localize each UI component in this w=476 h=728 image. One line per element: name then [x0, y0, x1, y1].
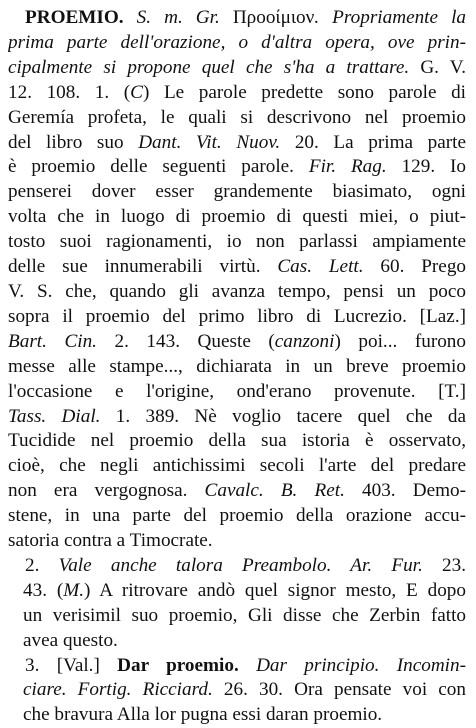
italic-text: ciare. Fortig. Ricciard. [23, 679, 213, 701]
text-run: 2. [25, 554, 59, 576]
italic-text: cipalmente si propone quel che s'ha a trattare. [8, 56, 421, 78]
italic-text: prima parte dell'orazione, o d'altra opera, ove prin- [8, 31, 466, 53]
text-run: 403. Demo- [344, 480, 466, 502]
italic-text: Tass. Dial. [8, 405, 101, 427]
text-run: ) A ritrovare andò quel signor mesto, E dopo [84, 579, 466, 601]
entry-text-line [8, 678, 466, 703]
entry-text-line [8, 180, 466, 205]
entry-text-line [8, 629, 466, 654]
text-run: Tucidide nel proemio della sua istoria è osservato, [8, 430, 466, 452]
entry-text-line [8, 529, 466, 554]
text-run: ) poi... furono [334, 330, 466, 352]
text-run [124, 7, 137, 28]
entry-text-line [8, 305, 466, 330]
text-run [239, 655, 256, 676]
text-run: 2. 143. Queste ( [96, 330, 275, 352]
entry-text-line [8, 579, 466, 604]
headword: PROEMIO. [25, 7, 124, 28]
entry-text-line [8, 479, 466, 504]
text-run: 20. La prima parte [280, 131, 466, 153]
italic-text: Dar principio. Incomin- [256, 654, 466, 676]
entry-text-line [8, 155, 466, 180]
text-run: V. S. che, quando gli avanza tempo, pensi un poco [8, 280, 466, 302]
text-run: cioè, che negli antichissimi secoli l'arte del predare [8, 455, 466, 477]
entry-text-line [8, 703, 466, 728]
text-run: Προοίμιον [232, 7, 315, 28]
italic-text: Dant. Vit. Nuov. [138, 131, 281, 153]
text-run: 12. 108. 1. ( [8, 81, 131, 103]
entry-text-line [8, 6, 466, 31]
italic-text: Vale anche talora Preambolo. Ar. Fur. [58, 554, 423, 576]
text-run: tosto suoi ragionamenti, io non parlassi ampiamente [8, 231, 466, 253]
entry-text-line [8, 280, 466, 305]
entry-text-line [8, 255, 466, 280]
italic-text: M. [63, 579, 85, 601]
bold-text: Dar proemio. [117, 654, 239, 676]
entry-text-line [8, 454, 466, 479]
italic-text: Fir. Rag. [308, 156, 387, 178]
text-run: 26. 30. Ora pensate voi con [212, 679, 466, 701]
entry-text-line [8, 205, 466, 230]
entry-text-line [8, 31, 466, 56]
text-run: 60. Prego [363, 256, 466, 278]
text-run: sopra il proemio del primo libro di Lucrezio. [Laz.] [8, 305, 466, 327]
entry-text-line [8, 604, 466, 629]
text-run: 129. Io [386, 156, 466, 178]
text-run: penserei dover esser grandemente biasimato, ogni [8, 181, 466, 203]
italic-text: C [130, 81, 143, 103]
text-run: ) Le parole predette sono parole di [142, 81, 466, 103]
text-run: stene, in una parte del proemio della orazione accu- [8, 505, 466, 527]
text-run: Geremía profeta, le quali si descrivono nel proemio [8, 106, 466, 128]
entry-text-line [8, 355, 466, 380]
text-run: 23. [422, 554, 466, 576]
text-run: 3. [Val.] [25, 654, 118, 676]
text-run: volta che in luogo di proemio di questi miei, o piut- [8, 206, 466, 228]
entry-text-line [8, 230, 466, 255]
entry-text-line [8, 429, 466, 454]
text-run: messe alle stampe..., dichiarata in un breve proemio [8, 355, 466, 377]
text-run: l'occasione e l'origine, ond'erano provenute. [T.] [8, 380, 466, 402]
text-run: non era vergognosa. [8, 480, 205, 502]
text-run: 43. ( [23, 579, 64, 601]
italic-text: S. m. Gr. [136, 7, 233, 28]
text-run: delle sue innumerabili virtù. [8, 256, 278, 278]
text-run: avea questo. [23, 629, 118, 651]
text-run: un verisimil suo proemio, Gli disse che Zerbin fatto [23, 604, 466, 626]
text-run: che bravura Alla lor pugna essi daran proemio. [23, 704, 383, 726]
entry-text-line [8, 330, 466, 355]
italic-text: Cavalc. B. Ret. [204, 480, 345, 502]
entry-text-line [8, 380, 466, 405]
italic-text: canzoni [274, 330, 335, 352]
text-run: del libro suo [8, 131, 139, 153]
dictionary-entry-proemio [8, 6, 466, 728]
text-run: satoria contra a Timocrate. [8, 530, 213, 552]
text-run: è proemio delle seguenti parole. [8, 156, 309, 178]
entry-text-line [8, 654, 466, 679]
italic-text: Bart. Cin. [8, 330, 97, 352]
text-run: 1. 389. Nè voglio tacere quel che da [100, 405, 466, 427]
text-run: G. V. [420, 56, 466, 78]
entry-text-line [8, 405, 466, 430]
entry-text-line [8, 131, 466, 156]
entry-text-line [8, 81, 466, 106]
italic-text: . Propriamente la [314, 7, 466, 28]
entry-text-line [8, 106, 466, 131]
italic-text: Cas. Lett. [277, 256, 364, 278]
entry-text-line [8, 554, 466, 579]
entry-text-line [8, 56, 466, 81]
entry-text-line [8, 504, 466, 529]
